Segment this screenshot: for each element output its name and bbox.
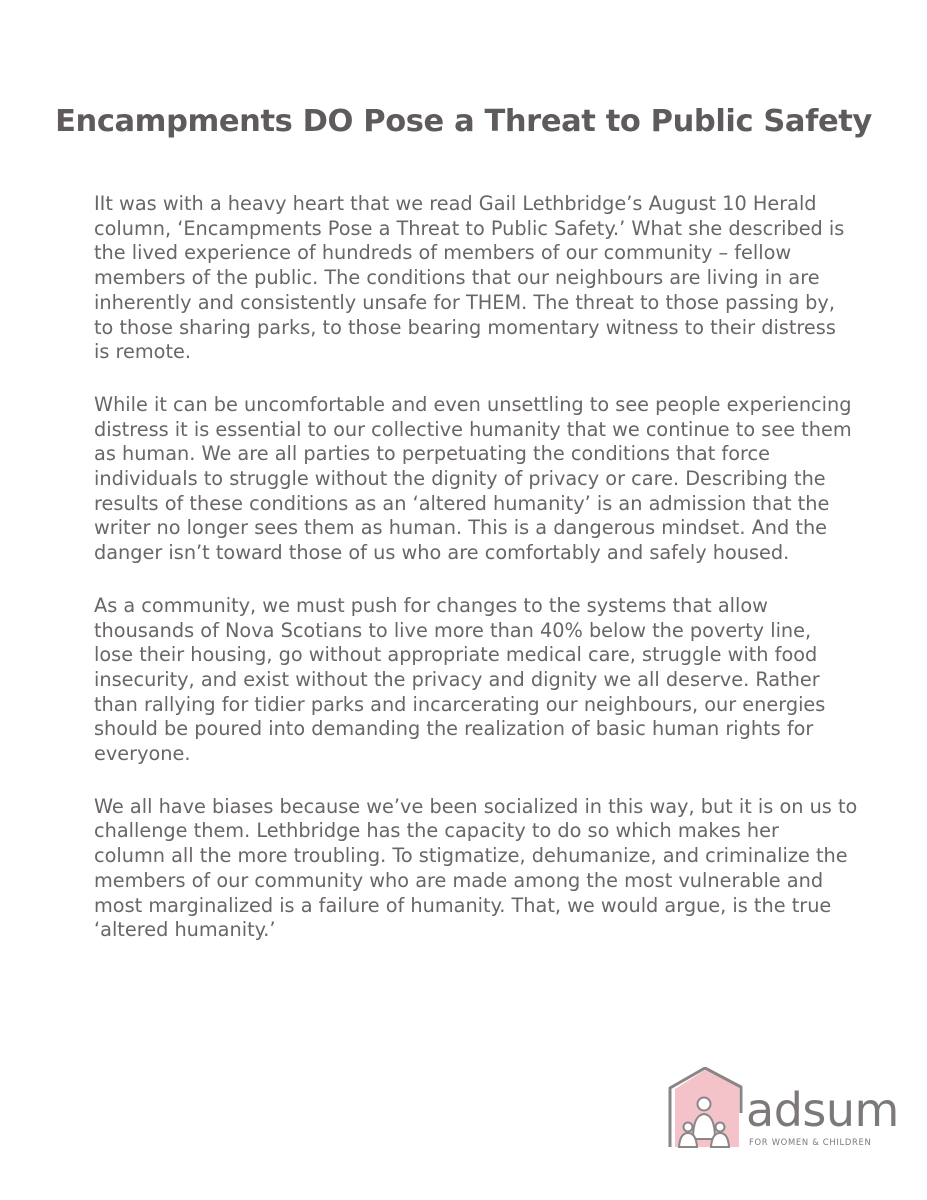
- paragraph-3: [94, 594, 854, 767]
- child-left-body: [679, 1133, 697, 1147]
- paragraph-line: is remote.: [94, 340, 192, 364]
- paragraph-line: members of our community who are made among the most vulnerable and: [94, 868, 824, 892]
- paragraph-line: should be poured into demanding the realization of basic human rights for: [94, 717, 814, 741]
- adult-head: [698, 1098, 711, 1111]
- paragraph-line: IIt was with a heavy heart that we read Gail Lethbridge’s August 10 Herald: [94, 192, 817, 215]
- document-title: Encampments DO Pose a Threat to Public Safety: [55, 104, 872, 139]
- child-right-head: [716, 1123, 725, 1132]
- logo-tagline: FOR WOMEN & CHILDREN: [749, 1137, 872, 1147]
- paragraph-4: [94, 794, 858, 943]
- paragraph-line: We all have biases because we’ve been socialized in this way, but it is on us to: [94, 794, 858, 818]
- paragraph-line: to those sharing parks, to those bearing momentary witness to their distress: [94, 315, 836, 339]
- paragraph-line: individuals to struggle without the dignity of privacy or care. Describing the: [94, 467, 826, 491]
- logo-wordmark: adsum: [746, 1083, 899, 1137]
- paragraph-line: column, ‘Encampments Pose a Threat to Public Safety.’ What she described is: [94, 216, 845, 240]
- paragraph-line: results of these conditions as an ‘altered humanity’ is an admission that the: [94, 491, 830, 515]
- paragraph-line: lose their housing, go without appropriate medical care, struggle with food: [94, 643, 818, 667]
- paragraph-line: the lived experience of hundreds of members of our community – fellow: [94, 241, 792, 265]
- paragraph-line: insecurity, and exist without the privacy and dignity we all deserve. Rather: [94, 667, 820, 691]
- letter-body: [94, 192, 858, 971]
- paragraph-1: [94, 192, 854, 365]
- paragraph-line: distress it is essential to our collective humanity that we continue to see them: [94, 417, 852, 441]
- adult-body: [693, 1114, 715, 1139]
- paragraph-line: thousands of Nova Scotians to live more than 40% below the poverty line,: [94, 618, 812, 642]
- child-left-head: [684, 1123, 693, 1132]
- paragraph-line: writer no longer sees them as human. This is a dangerous mindset. And the: [94, 516, 828, 540]
- paragraph-line: column all the more troubling. To stigmatize, dehumanize, and criminalize the: [94, 844, 848, 868]
- paragraph-line: danger isn’t toward those of us who are comfortably and safely housed.: [94, 541, 790, 565]
- house-family-icon: [667, 1067, 747, 1151]
- adsum-logo: [667, 1067, 899, 1157]
- paragraph-line: ‘altered humanity.’: [94, 918, 276, 942]
- child-right-body: [711, 1133, 729, 1147]
- paragraph-2: [94, 393, 854, 566]
- paragraph-line: As a community, we must push for changes to the systems that allow: [94, 593, 768, 617]
- paragraph-line: members of the public. The conditions that our neighbours are living in are: [94, 266, 820, 290]
- paragraph-line: everyone.: [94, 742, 191, 766]
- paragraph-line: most marginalized is a failure of humanity. That, we would argue, is the true: [94, 893, 832, 917]
- paragraph-line: as human. We are all parties to perpetuating the conditions that force: [94, 442, 770, 466]
- paragraph-line: inherently and consistently unsafe for THEM. The threat to those passing by,: [94, 290, 835, 314]
- paragraph-line: While it can be uncomfortable and even unsettling to see people experiencing: [94, 392, 852, 416]
- paragraph-line: challenge them. Lethbridge has the capacity to do so which makes her: [94, 819, 779, 843]
- paragraph-line: than rallying for tidier parks and incarcerating our neighbours, our energies: [94, 692, 826, 716]
